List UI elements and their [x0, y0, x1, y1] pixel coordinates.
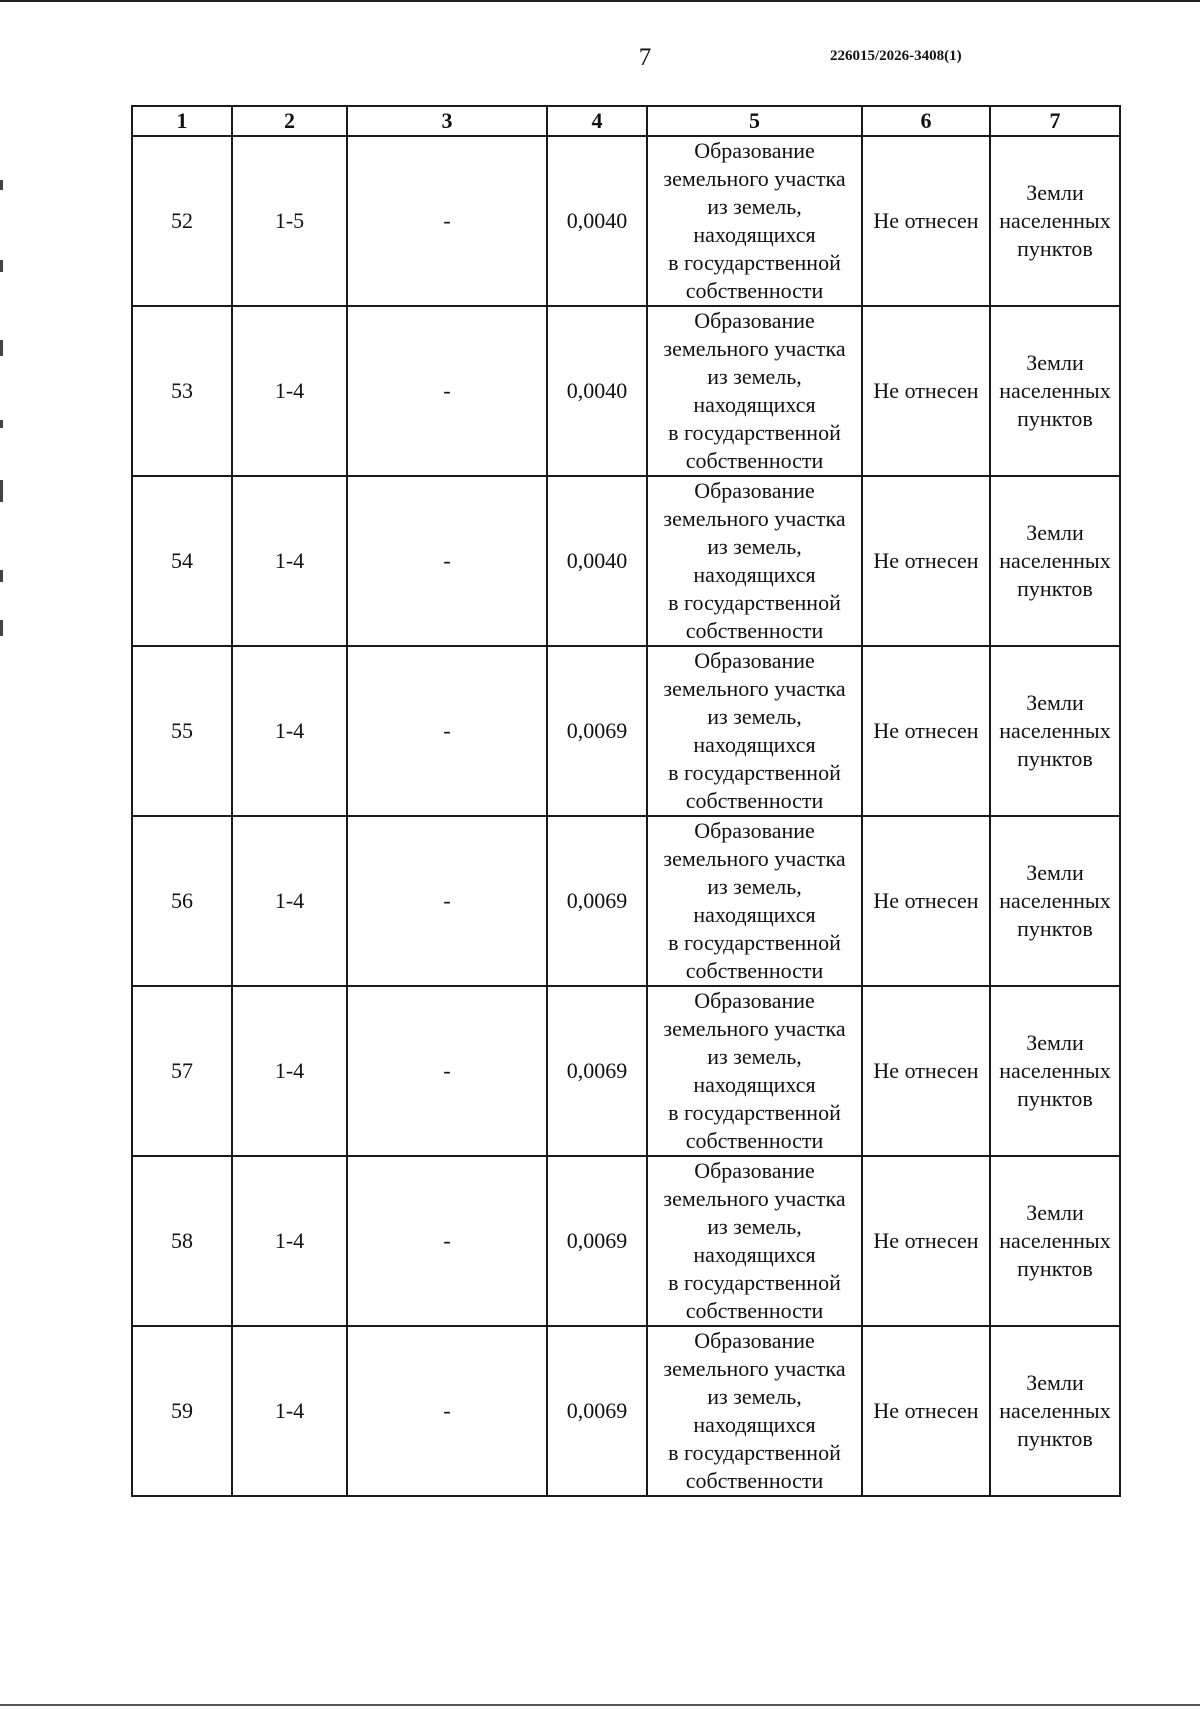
status-cell: Не отнесен [862, 986, 990, 1156]
land-category-cell [990, 646, 1120, 816]
purpose-cell [647, 136, 862, 306]
category-line: пунктов [1017, 916, 1093, 941]
land-category-cell [990, 1326, 1120, 1496]
scan-bottom-edge [0, 1704, 1200, 1706]
category-line: Земли [1026, 180, 1084, 205]
column-3-cell: - [347, 136, 547, 306]
row-number-cell: 57 [132, 986, 232, 1156]
purpose-cell [647, 1156, 862, 1326]
column-3-cell: - [347, 1156, 547, 1326]
points-range-cell: 1-4 [232, 1156, 347, 1326]
category-line: населенных [999, 208, 1111, 233]
table-row [132, 986, 1120, 1156]
page-number: 7 [638, 44, 652, 71]
status-cell: Не отнесен [862, 1326, 990, 1496]
area-cell: 0,0069 [547, 1326, 647, 1496]
table-row [132, 1326, 1120, 1496]
purpose-line: в государственной [668, 250, 841, 275]
points-range-cell: 1-4 [232, 1326, 347, 1496]
category-line: пунктов [1017, 576, 1093, 601]
status-cell: Не отнесен [862, 136, 990, 306]
category-line: Земли [1026, 860, 1084, 885]
category-line: населенных [999, 1058, 1111, 1083]
table-body [132, 136, 1120, 1496]
purpose-line: находящихся [693, 732, 816, 757]
document-code: 226015/2026-3408(1) [830, 48, 962, 64]
table-header-row [132, 106, 1120, 136]
row-number-cell: 56 [132, 816, 232, 986]
purpose-line: земельного участка [663, 506, 846, 531]
scan-top-edge [0, 0, 1200, 2]
land-category-cell [990, 1156, 1120, 1326]
purpose-line: находящихся [693, 1412, 816, 1437]
table-row [132, 646, 1120, 816]
purpose-line: из земель, [707, 1044, 802, 1069]
purpose-line: в государственной [668, 930, 841, 955]
purpose-cell [647, 476, 862, 646]
category-line: пунктов [1017, 1256, 1093, 1281]
purpose-line: земельного участка [663, 336, 846, 361]
land-category-cell [990, 306, 1120, 476]
row-number-cell: 54 [132, 476, 232, 646]
purpose-line: из земель, [707, 704, 802, 729]
purpose-line: из земель, [707, 534, 802, 559]
purpose-cell [647, 816, 862, 986]
purpose-line: в государственной [668, 760, 841, 785]
category-line: пунктов [1017, 236, 1093, 261]
purpose-line: собственности [685, 1468, 824, 1493]
points-range-cell: 1-4 [232, 306, 347, 476]
margin-scan-marks [0, 150, 6, 670]
category-line: Земли [1026, 350, 1084, 375]
points-range-cell: 1-4 [232, 986, 347, 1156]
category-line: населенных [999, 1398, 1111, 1423]
status-cell: Не отнесен [862, 1156, 990, 1326]
column-header-2: 2 [232, 106, 347, 136]
column-3-cell: - [347, 306, 547, 476]
row-number-cell: 58 [132, 1156, 232, 1326]
table-row [132, 816, 1120, 986]
purpose-line: собственности [685, 788, 824, 813]
purpose-line: Образование [694, 1328, 815, 1353]
purpose-line: из земель, [707, 1384, 802, 1409]
purpose-line: земельного участка [663, 166, 846, 191]
purpose-line: земельного участка [663, 676, 846, 701]
area-cell: 0,0069 [547, 816, 647, 986]
purpose-line: в государственной [668, 590, 841, 615]
category-line: населенных [999, 888, 1111, 913]
purpose-cell [647, 646, 862, 816]
column-header-1: 1 [132, 106, 232, 136]
purpose-line: Образование [694, 648, 815, 673]
purpose-line: из земель, [707, 364, 802, 389]
points-range-cell: 1-5 [232, 136, 347, 306]
land-category-cell [990, 816, 1120, 986]
land-category-cell [990, 986, 1120, 1156]
purpose-line: Образование [694, 138, 815, 163]
land-plot-table [131, 105, 1121, 1497]
purpose-line: находящихся [693, 222, 816, 247]
area-cell: 0,0069 [547, 1156, 647, 1326]
area-cell: 0,0040 [547, 306, 647, 476]
category-line: Земли [1026, 520, 1084, 545]
category-line: населенных [999, 378, 1111, 403]
area-cell: 0,0040 [547, 136, 647, 306]
points-range-cell: 1-4 [232, 816, 347, 986]
column-3-cell: - [347, 476, 547, 646]
status-cell: Не отнесен [862, 476, 990, 646]
table-row [132, 136, 1120, 306]
purpose-line: собственности [685, 958, 824, 983]
purpose-line: Образование [694, 1158, 815, 1183]
column-3-cell: - [347, 646, 547, 816]
purpose-line: земельного участка [663, 846, 846, 871]
table-row [132, 476, 1120, 646]
purpose-line: собственности [685, 278, 824, 303]
category-line: Земли [1026, 1200, 1084, 1225]
purpose-line: в государственной [668, 1100, 841, 1125]
purpose-line: находящихся [693, 1072, 816, 1097]
category-line: населенных [999, 718, 1111, 743]
purpose-line: находящихся [693, 392, 816, 417]
status-cell: Не отнесен [862, 816, 990, 986]
purpose-line: из земель, [707, 194, 802, 219]
purpose-line: собственности [685, 1128, 824, 1153]
purpose-line: в государственной [668, 1440, 841, 1465]
purpose-line: земельного участка [663, 1186, 846, 1211]
category-line: Земли [1026, 1030, 1084, 1055]
purpose-line: Образование [694, 478, 815, 503]
column-header-5: 5 [647, 106, 862, 136]
column-header-7: 7 [990, 106, 1120, 136]
category-line: Земли [1026, 690, 1084, 715]
area-cell: 0,0069 [547, 986, 647, 1156]
column-3-cell: - [347, 816, 547, 986]
purpose-cell [647, 306, 862, 476]
purpose-cell [647, 986, 862, 1156]
purpose-cell [647, 1326, 862, 1496]
purpose-line: в государственной [668, 1270, 841, 1295]
category-line: населенных [999, 548, 1111, 573]
column-header-4: 4 [547, 106, 647, 136]
purpose-line: находящихся [693, 902, 816, 927]
purpose-line: находящихся [693, 1242, 816, 1267]
status-cell: Не отнесен [862, 646, 990, 816]
points-range-cell: 1-4 [232, 646, 347, 816]
table-row [132, 1156, 1120, 1326]
purpose-line: Образование [694, 308, 815, 333]
row-number-cell: 52 [132, 136, 232, 306]
category-line: пунктов [1017, 746, 1093, 771]
purpose-line: собственности [685, 448, 824, 473]
column-3-cell: - [347, 986, 547, 1156]
land-category-cell [990, 136, 1120, 306]
area-cell: 0,0069 [547, 646, 647, 816]
column-header-6: 6 [862, 106, 990, 136]
purpose-line: земельного участка [663, 1016, 846, 1041]
row-number-cell: 55 [132, 646, 232, 816]
column-3-cell: - [347, 1326, 547, 1496]
purpose-line: Образование [694, 988, 815, 1013]
status-cell: Не отнесен [862, 306, 990, 476]
purpose-line: из земель, [707, 874, 802, 899]
category-line: пунктов [1017, 1426, 1093, 1451]
row-number-cell: 59 [132, 1326, 232, 1496]
purpose-line: собственности [685, 618, 824, 643]
category-line: населенных [999, 1228, 1111, 1253]
row-number-cell: 53 [132, 306, 232, 476]
column-header-3: 3 [347, 106, 547, 136]
category-line: пунктов [1017, 406, 1093, 431]
purpose-line: находящихся [693, 562, 816, 587]
purpose-line: из земель, [707, 1214, 802, 1239]
purpose-line: Образование [694, 818, 815, 843]
table-row [132, 306, 1120, 476]
points-range-cell: 1-4 [232, 476, 347, 646]
area-cell: 0,0040 [547, 476, 647, 646]
category-line: Земли [1026, 1370, 1084, 1395]
land-category-cell [990, 476, 1120, 646]
purpose-line: собственности [685, 1298, 824, 1323]
purpose-line: земельного участка [663, 1356, 846, 1381]
category-line: пунктов [1017, 1086, 1093, 1111]
purpose-line: в государственной [668, 420, 841, 445]
